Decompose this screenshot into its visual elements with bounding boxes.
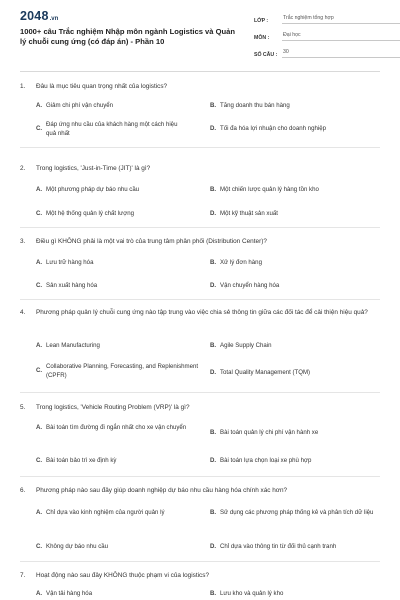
answer-option[interactable]: [36, 424, 201, 433]
option-letter: C.: [36, 543, 43, 550]
question-item: [20, 164, 380, 217]
meta-lop: [254, 11, 400, 24]
option-text: Một chiến lược quản lý hàng tồn kho: [220, 186, 319, 193]
question-item: [20, 237, 380, 289]
option-text: Một phương pháp dự báo nhu cầu: [46, 186, 140, 193]
answer-option[interactable]: [210, 590, 380, 599]
page-header: [20, 0, 380, 72]
option-letter: B.: [210, 590, 217, 597]
option-text: Lưu kho và quản lý kho: [220, 590, 284, 597]
option-text: Vận chuyển hàng hóa: [220, 282, 280, 289]
question-text: Phương pháp nào sau đây giúp doanh nghiệp dự báo nhu cầu hàng hóa chính xác hơn?: [36, 487, 288, 494]
question-divider: [20, 227, 380, 228]
option-text: Sử dụng các phương pháp thống kê và phân tích dữ liệu: [220, 509, 374, 516]
question-number: 3.: [20, 238, 26, 245]
answer-option[interactable]: [36, 282, 206, 291]
answer-option[interactable]: [36, 363, 208, 380]
option-letter: A.: [36, 590, 43, 597]
option-letter: C.: [36, 125, 43, 133]
answer-option[interactable]: [210, 102, 380, 111]
question-number: 6.: [20, 487, 26, 494]
question-number: 7.: [20, 572, 26, 579]
answer-option[interactable]: [36, 457, 206, 466]
answer-option[interactable]: [210, 210, 380, 219]
answer-option[interactable]: [36, 590, 206, 599]
meta-mon-label: MÔN :: [254, 35, 270, 41]
option-letter: B.: [210, 429, 217, 436]
question-text: Đâu là mục tiêu quan trọng nhất của logistics?: [36, 83, 168, 90]
option-text: Sản xuất hàng hóa: [46, 282, 98, 289]
option-text: Bài toán quản lý chi phí vận hành xe: [220, 429, 319, 436]
answer-option[interactable]: [36, 121, 201, 138]
answer-option[interactable]: [36, 342, 206, 351]
question-item: [20, 308, 380, 379]
option-text: Total Quality Management (TQM): [220, 369, 311, 376]
question-number: 5.: [20, 404, 26, 411]
option-text: Vận tải hàng hóa: [46, 590, 93, 597]
option-text: Lưu trữ hàng hóa: [46, 259, 94, 266]
answer-option[interactable]: [210, 369, 380, 378]
question-item: [20, 403, 380, 464]
meta-mon: [254, 28, 400, 41]
question-number: 4.: [20, 309, 26, 316]
option-letter: A.: [36, 102, 43, 109]
answer-option[interactable]: [210, 282, 380, 291]
option-text: Bài toán bảo trì xe định kỳ: [46, 457, 117, 464]
option-letter: C.: [36, 210, 43, 217]
question-divider: [20, 476, 380, 477]
option-text: Chỉ dựa vào thông tin từ đối thủ cạnh tranh: [220, 543, 337, 550]
option-text: Chỉ dựa vào kinh nghiệm của người quản lý: [46, 509, 165, 516]
answer-option[interactable]: [210, 342, 380, 351]
option-text: Không dự báo nhu cầu: [46, 543, 109, 550]
question-divider: [20, 392, 380, 393]
option-text: Tăng doanh thu bán hàng: [220, 102, 290, 109]
question-divider: [20, 299, 380, 300]
question-text: Hoạt động nào sau đây KHÔNG thuộc phạm vi của logistics?: [36, 572, 209, 579]
meta-lop-label: LỚP :: [254, 18, 269, 24]
option-letter: D.: [210, 210, 217, 217]
question-divider: [20, 561, 380, 562]
question-item: [20, 82, 380, 137]
option-text: Collaborative Planning, Forecasting, and Replenishment (CPFR): [46, 363, 199, 379]
meta-socau: [254, 45, 400, 58]
option-letter: C.: [36, 282, 43, 289]
option-letter: B.: [210, 186, 217, 193]
answer-option[interactable]: [36, 543, 206, 552]
option-text: Tối đa hóa lợi nhuận cho doanh nghiệp: [220, 125, 326, 132]
question-item: [20, 571, 380, 597]
site-logo[interactable]: [20, 9, 58, 23]
option-text: Bài toán lựa chọn loại xe phù hợp: [220, 457, 312, 464]
answer-option[interactable]: [210, 186, 380, 195]
option-letter: B.: [210, 259, 217, 266]
question-text: Trong logistics, 'Just-in-Time (JIT)' là gì?: [36, 165, 151, 172]
question-number: 2.: [20, 165, 26, 172]
option-letter: D.: [210, 282, 217, 289]
option-text: Lean Manufacturing: [46, 342, 100, 349]
answer-option[interactable]: [36, 210, 206, 219]
option-text: Bài toán tìm đường đi ngắn nhất cho xe vận chuyển: [46, 424, 187, 431]
option-letter: A.: [36, 186, 43, 193]
answer-option[interactable]: [36, 186, 206, 195]
answer-option[interactable]: [210, 259, 380, 268]
option-letter: C.: [36, 457, 43, 464]
option-text: Một kỹ thuật sản xuất: [220, 210, 278, 217]
option-letter: D.: [210, 369, 217, 376]
question-number: 1.: [20, 83, 26, 90]
answer-option[interactable]: [210, 457, 380, 466]
option-letter: B.: [210, 342, 217, 349]
answer-option[interactable]: [210, 509, 380, 518]
question-divider: [20, 147, 380, 148]
answer-option[interactable]: [36, 259, 206, 268]
option-text: Xử lý đơn hàng: [220, 259, 262, 266]
answer-option[interactable]: [210, 543, 380, 552]
option-letter: B.: [210, 509, 217, 516]
meta-socau-label: SỐ CÂU :: [254, 52, 278, 58]
answer-option[interactable]: [210, 429, 380, 438]
option-text: Một hệ thống quản lý chất lượng: [46, 210, 135, 217]
question-text: Trong logistics, 'Vehicle Routing Problem (VRP)' là gì?: [36, 404, 190, 411]
page-title: 1000+ câu Trắc nghiệm Nhập môn ngành Logistics và Quản lý chuỗi cung ứng (có đáp án) - Phần 10: [20, 27, 236, 46]
answer-option[interactable]: [210, 125, 380, 134]
question-item: [20, 486, 380, 550]
option-letter: B.: [210, 102, 217, 109]
option-letter: A.: [36, 424, 43, 431]
option-letter: A.: [36, 509, 43, 516]
option-letter: D.: [210, 543, 217, 550]
option-text: Giảm chi phí vận chuyển: [46, 102, 114, 109]
option-letter: A.: [36, 259, 43, 266]
option-letter: D.: [210, 125, 217, 132]
logo-number: 2048: [20, 9, 49, 23]
option-letter: A.: [36, 342, 43, 349]
question-text: Phương pháp quản lý chuỗi cung ứng nào tập trung vào việc chia sẻ thông tin giữa các đối tác để cải thiện hiệu quả?: [36, 309, 368, 316]
answer-option[interactable]: [36, 509, 201, 518]
logo-suffix: .vn: [49, 16, 59, 22]
option-text: Đáp ứng nhu cầu của khách hàng một cách hiệu quả nhất: [46, 121, 178, 137]
option-letter: D.: [210, 457, 217, 464]
option-letter: C.: [36, 367, 43, 375]
meta-mon-value: Đại học: [282, 32, 400, 41]
answer-option[interactable]: [36, 102, 206, 111]
question-text: Điều gì KHÔNG phải là một vai trò của trung tâm phân phối (Distribution Center)?: [36, 238, 267, 245]
option-text: Agile Supply Chain: [220, 342, 272, 349]
meta-lop-value: Trắc nghiệm tổng hợp: [282, 15, 400, 24]
quiz-meta: [254, 11, 400, 62]
meta-socau-value: 30: [282, 49, 400, 58]
